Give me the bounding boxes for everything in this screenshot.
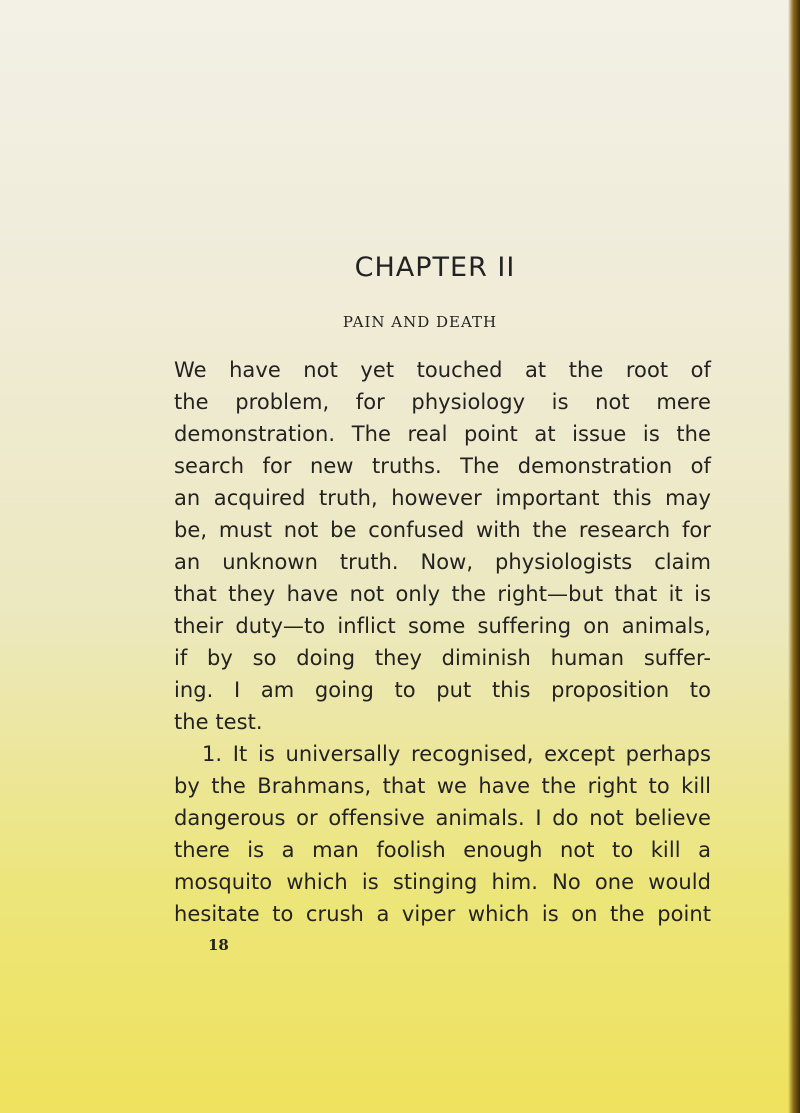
text-line: an unknown truth. Now, physiologists claim — [174, 550, 711, 574]
text-line: We have not yet touched at the root of — [174, 358, 711, 382]
text-line: the test. — [174, 710, 263, 734]
text-line: their duty—to inflict some suffering on animals, — [174, 614, 711, 638]
text-line: there is a man foolish enough not to kill a — [174, 838, 711, 862]
text-line: mosquito which is stinging him. No one would — [174, 870, 711, 894]
text-line: demonstration. The real point at issue is the — [174, 422, 711, 446]
text-line: that they have not only the right—but that it is — [174, 582, 711, 606]
text-line: an acquired truth, however important this may — [174, 486, 711, 510]
text-line: be, must not be confused with the research for — [174, 518, 711, 542]
text-line: the problem, for physiology is not mere — [174, 390, 711, 414]
text-line: by the Brahmans, that we have the right to kill — [174, 774, 711, 798]
text-line: dangerous or offensive animals. I do not believe — [174, 806, 711, 830]
text-line: 1. It is universally recognised, except perhaps — [202, 742, 711, 766]
text-line: search for new truths. The demonstration of — [174, 454, 711, 478]
text-line: hesitate to crush a viper which is on the point — [174, 902, 711, 926]
text-line: if by so doing they diminish human suffer- — [174, 646, 711, 670]
body-text — [174, 354, 711, 930]
text-line: ing. I am going to put this proposition to — [174, 678, 711, 702]
chapter-subtitle: PAIN AND DEATH — [342, 313, 498, 331]
chapter-title: CHAPTER II — [354, 252, 516, 283]
page-number: 18 — [208, 936, 229, 954]
page-edge-shadow — [788, 0, 800, 1113]
